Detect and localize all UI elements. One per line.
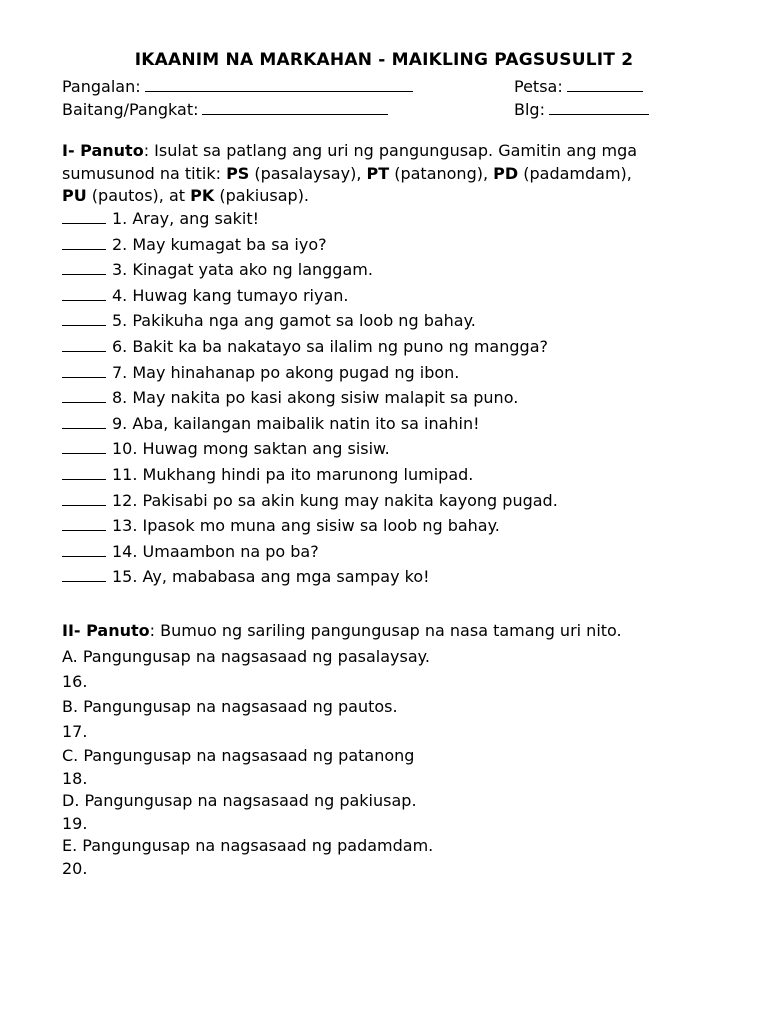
number-blank[interactable] (549, 99, 649, 115)
question-item (62, 208, 742, 234)
part2-instructions (62, 619, 742, 643)
answer-number[interactable]: 16. (62, 672, 88, 691)
question-text: 3. Kinagat yata ako ng langgam. (112, 260, 373, 280)
header-row-name (62, 76, 662, 100)
answer-blank[interactable] (62, 567, 106, 582)
grade-field (62, 99, 388, 119)
prompt-line: B. Pangungusap na nagsasaad ng pautos. (62, 697, 398, 716)
code-pt: PT (366, 163, 390, 183)
part1-heading: I- Panuto (62, 141, 144, 160)
question-text: 1. Aray, ang sakit! (112, 209, 260, 228)
answer-blank[interactable] (62, 260, 106, 275)
part1-text: : Isulat sa patlang ang uri ng pangungusap. Gamitin ang mga sumusunod na titik: (62, 141, 638, 183)
question-item (62, 515, 742, 541)
answer-blank[interactable] (62, 363, 106, 378)
prompt-line: C. Pangungusap na nagsasaad ng patanong (62, 746, 415, 765)
question-text: 15. Ay, mababasa ang mga sampay ko! (112, 567, 430, 587)
code-pu: PU (62, 186, 87, 205)
name-label: Pangalan: (62, 77, 141, 96)
number-label: Blg: (514, 100, 545, 119)
answer-blank[interactable] (62, 516, 106, 531)
answer-blank[interactable] (62, 465, 106, 480)
prompt-line: A. Pangungusap na nagsasaad ng pasalaysay. (62, 647, 430, 666)
prompt-line: D. Pangungusap na nagsasaad ng pakiusap. (62, 791, 417, 810)
question-text: 10. Huwag mong saktan ang sisiw. (112, 439, 390, 459)
answer-blank[interactable] (62, 209, 106, 224)
question-text: 2. May kumagat ba sa iyo? (112, 234, 327, 254)
desc-pt: (patanong), (389, 163, 494, 183)
answer-blank[interactable] (62, 388, 106, 403)
grade-label: Baitang/Pangkat: (62, 100, 199, 119)
question-item (62, 336, 742, 362)
question-item (62, 566, 742, 592)
question-text: 5. Pakikuha nga ang gamot sa loob ng bahay. (112, 311, 476, 331)
desc-pk: (pakiusap). (214, 186, 310, 205)
question-text: 8. May nakita po kasi akong sisiw malapit sa puno. (112, 388, 519, 408)
answer-number[interactable]: 17. (62, 722, 88, 741)
question-text: 4. Huwag kang tumayo riyan. (112, 285, 349, 305)
question-item (62, 310, 742, 336)
question-text: 9. Aba, kailangan maibalik natin ito sa inahin! (112, 413, 480, 433)
answer-blank[interactable] (62, 439, 106, 454)
answer-number[interactable]: 20. (62, 859, 88, 878)
part2-heading: II- Panuto (62, 621, 150, 640)
part2-section (62, 619, 742, 880)
question-text: 13. Ipasok mo muna ang sisiw sa loob ng bahay. (112, 516, 500, 536)
question-item (62, 464, 742, 490)
prompt-line: E. Pangungusap na nagsasaad ng padamdam. (62, 836, 434, 855)
question-item (62, 362, 742, 388)
number-field (514, 99, 649, 119)
grade-blank[interactable] (202, 99, 388, 115)
date-label: Petsa: (514, 77, 563, 96)
answer-blank[interactable] (62, 542, 106, 557)
desc-pu: (pautos), at (86, 186, 191, 205)
question-text: 14. Umaambon na po ba? (112, 541, 319, 561)
part1-instructions (62, 140, 722, 208)
question-item (62, 490, 742, 516)
header-row-grade (62, 99, 662, 123)
answer-number[interactable]: 19. (62, 814, 88, 833)
question-text: 11. Mukhang hindi pa ito marunong lumipad. (112, 464, 474, 484)
answer-blank[interactable] (62, 414, 106, 429)
part2-text: : Bumuo ng sariling pangungusap na nasa tamang uri nito. (149, 621, 622, 640)
question-text: 7. May hinahanap po akong pugad ng ibon. (112, 362, 460, 382)
question-item (62, 541, 742, 567)
question-item (62, 438, 742, 464)
question-text: 12. Pakisabi po sa akin kung may nakita kayong pugad. (112, 490, 558, 510)
date-field (514, 76, 643, 96)
question-item (62, 413, 742, 439)
code-ps: PS (226, 163, 250, 183)
part1-item-list (62, 208, 742, 592)
question-item (62, 259, 742, 285)
answer-number[interactable]: 18. (62, 769, 88, 788)
question-item (62, 285, 742, 311)
answer-blank[interactable] (62, 235, 106, 250)
question-text: 6. Bakit ka ba nakatayo sa ilalim ng puno ng mangga? (112, 336, 548, 356)
code-pk: PK (190, 186, 215, 205)
name-blank[interactable] (145, 76, 413, 92)
page-title: IKAANIM NA MARKAHAN - MAIKLING PAGSUSULIT 2 (134, 50, 634, 70)
question-item (62, 234, 742, 260)
desc-pd: (padamdam), (518, 163, 632, 183)
answer-blank[interactable] (62, 311, 106, 326)
answer-blank[interactable] (62, 337, 106, 352)
name-field (62, 76, 413, 96)
desc-ps: (pasalaysay), (249, 163, 367, 183)
code-pd: PD (493, 163, 519, 183)
answer-blank[interactable] (62, 491, 106, 506)
answer-blank[interactable] (62, 286, 106, 301)
question-item (62, 387, 742, 413)
date-blank[interactable] (567, 76, 643, 92)
